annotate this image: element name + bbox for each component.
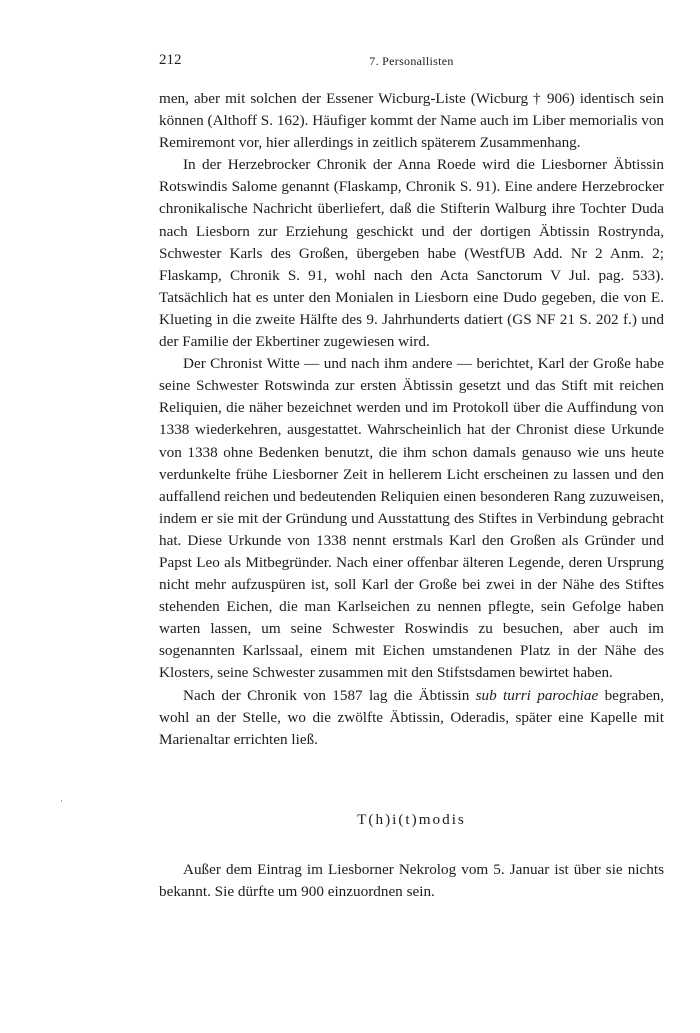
latin-phrase: sub turri parochiae [475,686,599,704]
page-header [159,52,664,74]
burial-text-start: Nach der Chronik von 1587 lag die Äbtissin [183,686,476,704]
running-head: 7. Personallisten [369,54,454,68]
book-page [159,52,664,903]
section-body [159,859,664,903]
page-number: 212 [159,52,182,68]
paragraph-continuation: men, aber mit solchen der Essener Wicburg-Liste (Wicburg † 906) identisch sein können (Althoff S. 162). Häufiger kommt der Name auch im Liber memorialis von Remiremont vor, hier allerdings in zeitlich späterem Zusammenhang. [159,90,665,152]
paragraph-herzebrock-chronicle: In der Herzebrocker Chronik der Anna Roede wird die Liesborner Äbtissin Rotswindis Salome genannt (Flaskamp, Chronik S. 91). Eine andere Herzebrocker chronikalische Nachricht überliefert, daß die Stifterin Walburg ihre Tochter Duda nach Liesborn zur Erziehung geschickt und der dortigen Äbtissin Rostrynda, Schwester Karls des Großen, übergeben habe (WestfUB Add. Nr 2 Anm. 2; Flaskamp, Chronik S. 91, wohl nach den Acta Sanctorum V Jul. pag. 533). Tatsächlich hat es unter den Monialen in Liesborn eine Dudo gegeben, die von E. Klueting in die zweite Hälfte des 9. Jahrhunderts datiert (GS NF 21 S. 202 f.) und der Familie der Ekbertiner zugewiesen wird. [159,156,664,351]
paragraph-burial [159,685,664,751]
paragraph-chronist-witte: Der Chronist Witte — und nach ihm andere — berichtet, Karl der Große habe seine Schwester Rotswinda zur ersten Äbtissin gesetzt und das Stift mit reichen Reliquien, die näher bezeichnet werden und im Protokoll über die Auffindung von 1338 wiederkehren, ausgestattet. Wahrscheinlich hat der Chronist diese Urkunde von 1338 ohne Bedenken benutzt, die ihm schon damals genauso wie uns heute verdunkelte frühe Liesborner Zeit in hellerem Licht erscheinen zu lassen und den auffallend reichen und bedeutenden Reliquien einen besonderen Rang zuzuweisen, indem er sie mit der Gründung und Ausstattung des Stiftes in Verbindung gebracht hat. Diese Urkunde von 1338 nennt erstmals Karl den Großen als Gründer und Papst Leo als Mitbegründer. Nach einer offenbar älteren Legende, deren Ursprung nicht mehr aufzuspüren ist, soll Karl der Große bei zwei in der Nähe des Stiftes stehenden Eichen, die man Karlseichen zu nennen pflegte, sein Gefolge haben warten lassen, um seine Schwester Roswindis zu besuchen, aber auch im sogenannten Karlssaal, einem mit Eichen umstandenen Platz in der Nähe des Klosters, seine Schwester zusammen mit den Stifstsdamen bewirtet haben. [159,355,664,682]
burial-text-end: begraben, wohl an der Stelle, wo die zwölfte Äbtissin, Oderadis, später eine Kapelle mit Marienaltar errichten ließ. [159,686,665,748]
paragraph-thitmodis: Außer dem Eintrag im Liesborner Nekrolog vom 5. Januar ist über sie nichts bekannt. Sie dürfte um 900 einzuordnen sein. [159,860,664,900]
body-text [159,88,664,751]
section-heading: T(h)i(t)modis [357,810,466,828]
stray-mark: · [60,796,63,806]
